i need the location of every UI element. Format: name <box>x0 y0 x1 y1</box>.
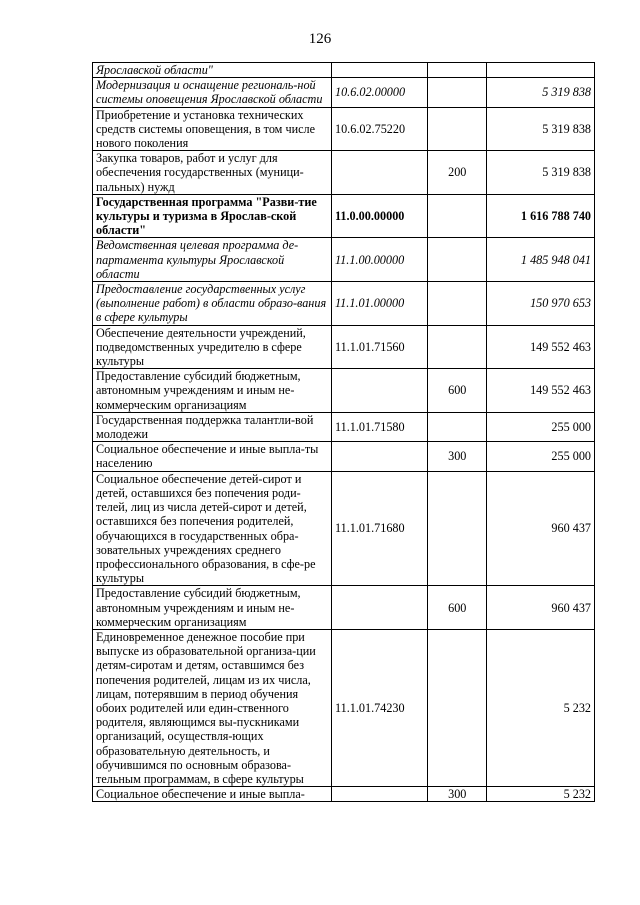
row-sum-cell: 5 232 <box>487 787 595 802</box>
table-row <box>93 586 595 630</box>
row-name-cell: Социальное обеспечение и иные выпла- <box>93 787 332 802</box>
row-sum-cell: 960 437 <box>487 586 595 630</box>
row-name-cell: Социальное обеспечение и иные выпла-ты населению <box>93 442 332 471</box>
row-code-cell <box>331 63 427 78</box>
budget-table <box>92 62 595 802</box>
row-code-cell <box>331 151 427 195</box>
table-row <box>93 78 595 107</box>
row-sum-cell: 255 000 <box>487 412 595 441</box>
table-row <box>93 194 595 238</box>
row-code-cell: 11.1.01.00000 <box>331 282 427 326</box>
row-sum-cell: 5 319 838 <box>487 151 595 195</box>
row-sum-cell: 1 485 948 041 <box>487 238 595 282</box>
row-expense-type-cell <box>428 238 487 282</box>
row-sum-cell: 255 000 <box>487 442 595 471</box>
table-row <box>93 325 595 369</box>
table-row <box>93 63 595 78</box>
row-name-cell: Государственная поддержка талантли-вой молодежи <box>93 412 332 441</box>
row-sum-cell: 150 970 653 <box>487 282 595 326</box>
row-name-cell: Государственная программа "Разви-тие культуры и туризма в Ярослав-ской области" <box>93 194 332 238</box>
row-sum-cell: 5 319 838 <box>487 107 595 151</box>
row-expense-type-cell <box>428 282 487 326</box>
row-expense-type-cell <box>428 629 487 786</box>
table-row <box>93 471 595 586</box>
budget-table-body <box>93 63 595 802</box>
row-sum-cell: 960 437 <box>487 471 595 586</box>
row-expense-type-cell: 300 <box>428 442 487 471</box>
row-name-cell: Предоставление субсидий бюджетным, автономным учреждениям и иным не-коммерческим организациям <box>93 586 332 630</box>
row-name-cell: Обеспечение деятельности учреждений, подведомственных учредителю в сфере культуры <box>93 325 332 369</box>
row-code-cell <box>331 586 427 630</box>
row-expense-type-cell: 600 <box>428 369 487 413</box>
row-code-cell: 11.0.00.00000 <box>331 194 427 238</box>
row-name-cell: Единовременное денежное пособие при выпуске из образовательной организа-ции детям-сиротам и детям, оставшимся без попечения родителей, лицам из их числа, лицам, потерявшим в период обучения обоих родителей или един-ственного родителя, являющимся вы-пускниками организаций, осуществля-ющих образовательную деятельность, и обучившимся по основным образова-тельным программам, в сфере культуры <box>93 629 332 786</box>
row-name-cell: Модернизация и оснащение региональ-ной системы оповещения Ярославской области <box>93 78 332 107</box>
table-row <box>93 282 595 326</box>
row-expense-type-cell: 300 <box>428 787 487 802</box>
row-name-cell: Предоставление субсидий бюджетным, автономным учреждениям и иным не-коммерческим организациям <box>93 369 332 413</box>
row-sum-cell: 5 319 838 <box>487 78 595 107</box>
row-code-cell: 10.6.02.00000 <box>331 78 427 107</box>
table-row <box>93 238 595 282</box>
row-expense-type-cell <box>428 78 487 107</box>
row-code-cell <box>331 787 427 802</box>
row-code-cell: 11.1.01.71560 <box>331 325 427 369</box>
table-row <box>93 369 595 413</box>
row-name-cell: Приобретение и установка технических средств системы оповещения, в том числе нового поколения <box>93 107 332 151</box>
table-row <box>93 151 595 195</box>
table-row <box>93 412 595 441</box>
page-number: 126 <box>308 31 332 47</box>
row-name-cell: Ярославской области" <box>93 63 332 78</box>
row-code-cell <box>331 442 427 471</box>
row-expense-type-cell <box>428 107 487 151</box>
row-code-cell: 11.1.01.71680 <box>331 471 427 586</box>
row-expense-type-cell <box>428 412 487 441</box>
row-sum-cell: 149 552 463 <box>487 325 595 369</box>
row-name-cell: Предоставление государственных услуг (выполнение работ) в области образо-вания в сфере культуры <box>93 282 332 326</box>
row-sum-cell <box>487 63 595 78</box>
row-code-cell: 11.1.00.00000 <box>331 238 427 282</box>
row-code-cell: 10.6.02.75220 <box>331 107 427 151</box>
row-sum-cell: 1 616 788 740 <box>487 194 595 238</box>
table-row <box>93 107 595 151</box>
row-sum-cell: 149 552 463 <box>487 369 595 413</box>
row-code-cell: 11.1.01.71580 <box>331 412 427 441</box>
row-expense-type-cell <box>428 63 487 78</box>
row-name-cell: Социальное обеспечение детей-сирот и детей, оставшихся без попечения роди-телей, лиц из числа детей-сирот и детей, оставшихся без попечения родителей, обучающихся в государственных обра-зовательных учреждениях среднего профессионального образования, в сфе-ре культуры <box>93 471 332 586</box>
row-expense-type-cell: 600 <box>428 586 487 630</box>
table-row <box>93 442 595 471</box>
row-code-cell <box>331 369 427 413</box>
row-expense-type-cell <box>428 471 487 586</box>
row-name-cell: Ведомственная целевая программа де-партамента культуры Ярославской области <box>93 238 332 282</box>
row-expense-type-cell <box>428 194 487 238</box>
row-name-cell: Закупка товаров, работ и услуг для обеспечения государственных (муници-пальных) нужд <box>93 151 332 195</box>
table-row <box>93 787 595 802</box>
table-row <box>93 629 595 786</box>
row-expense-type-cell <box>428 325 487 369</box>
row-expense-type-cell: 200 <box>428 151 487 195</box>
row-code-cell: 11.1.01.74230 <box>331 629 427 786</box>
row-sum-cell: 5 232 <box>487 629 595 786</box>
